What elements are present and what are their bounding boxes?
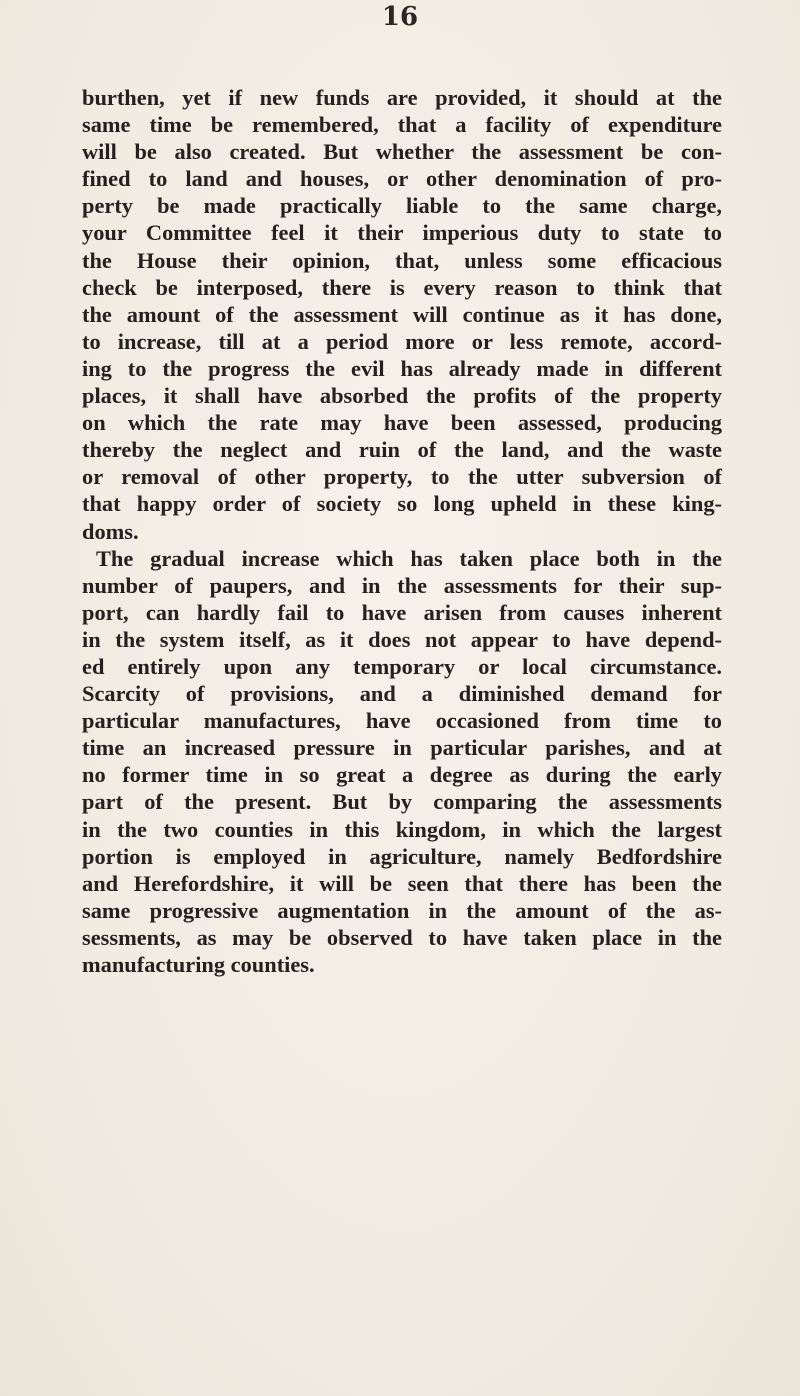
text-line: your Committee feel it their imperious duty to state to xyxy=(82,220,722,246)
paragraph xyxy=(82,84,722,545)
text-line: to increase, till at a period more or less remote, accord- xyxy=(82,328,722,354)
paragraph xyxy=(82,545,722,979)
text-line: manufacturing counties. xyxy=(82,952,315,977)
text-line: thereby the neglect and ruin of the land, and the waste xyxy=(82,437,722,463)
text-line: same progressive augmentation in the amount of the as- xyxy=(82,897,722,923)
text-line: the House their opinion, that, unless some efficacious xyxy=(82,247,722,273)
text-line: port, can hardly fail to have arisen from causes inherent xyxy=(82,599,722,625)
text-line: and Herefordshire, it will be seen that there has been the xyxy=(82,870,722,896)
text-line: that happy order of society so long upheld in these king- xyxy=(82,491,722,517)
text-line: doms. xyxy=(82,518,139,544)
text-line: fined to land and houses, or other denomination of pro- xyxy=(82,166,722,192)
text-line: will be also created. But whether the assessment be con- xyxy=(82,139,722,165)
text-line: Scarcity of provisions, and a diminished demand for xyxy=(82,681,722,707)
text-line: same time be remembered, that a facility of expenditure xyxy=(82,112,722,138)
text-line: the amount of the assessment will continue as it has done, xyxy=(82,301,722,327)
text-line: burthen, yet if new funds are provided, it should at the xyxy=(82,85,722,110)
text-line: time an increased pressure in particular parishes, and at xyxy=(82,735,722,761)
text-line: portion is employed in agriculture, namely Bedfordshire xyxy=(82,843,722,869)
text-line: no former time in so great a degree as during the early xyxy=(82,762,722,788)
page-number: 16 xyxy=(381,2,419,32)
text-line: number of paupers, and in the assessments for their sup- xyxy=(82,572,722,598)
text-line: places, it shall have absorbed the profits of the property xyxy=(82,383,722,409)
text-line: in the system itself, as it does not appear to have depend- xyxy=(82,626,722,652)
text-line: perty be made practically liable to the same charge, xyxy=(82,193,722,219)
text-line: on which the rate may have been assessed, producing xyxy=(82,410,722,436)
text-line: particular manufactures, have occasioned from time to xyxy=(82,708,722,734)
body-text xyxy=(82,84,722,978)
text-line: ed entirely upon any temporary or local circumstance. xyxy=(82,653,722,679)
text-line: in the two counties in this kingdom, in which the largest xyxy=(82,816,722,842)
text-line: ing to the progress the evil has already made in different xyxy=(82,355,722,381)
text-line: check be interposed, there is every reason to think that xyxy=(82,274,722,300)
text-line: The gradual increase which has taken place both in the xyxy=(96,545,722,571)
text-line: part of the present. But by comparing the assessments xyxy=(82,789,722,815)
text-line: or removal of other property, to the utter subversion of xyxy=(82,464,722,490)
text-line: sessments, as may be observed to have taken place in the xyxy=(82,924,722,950)
